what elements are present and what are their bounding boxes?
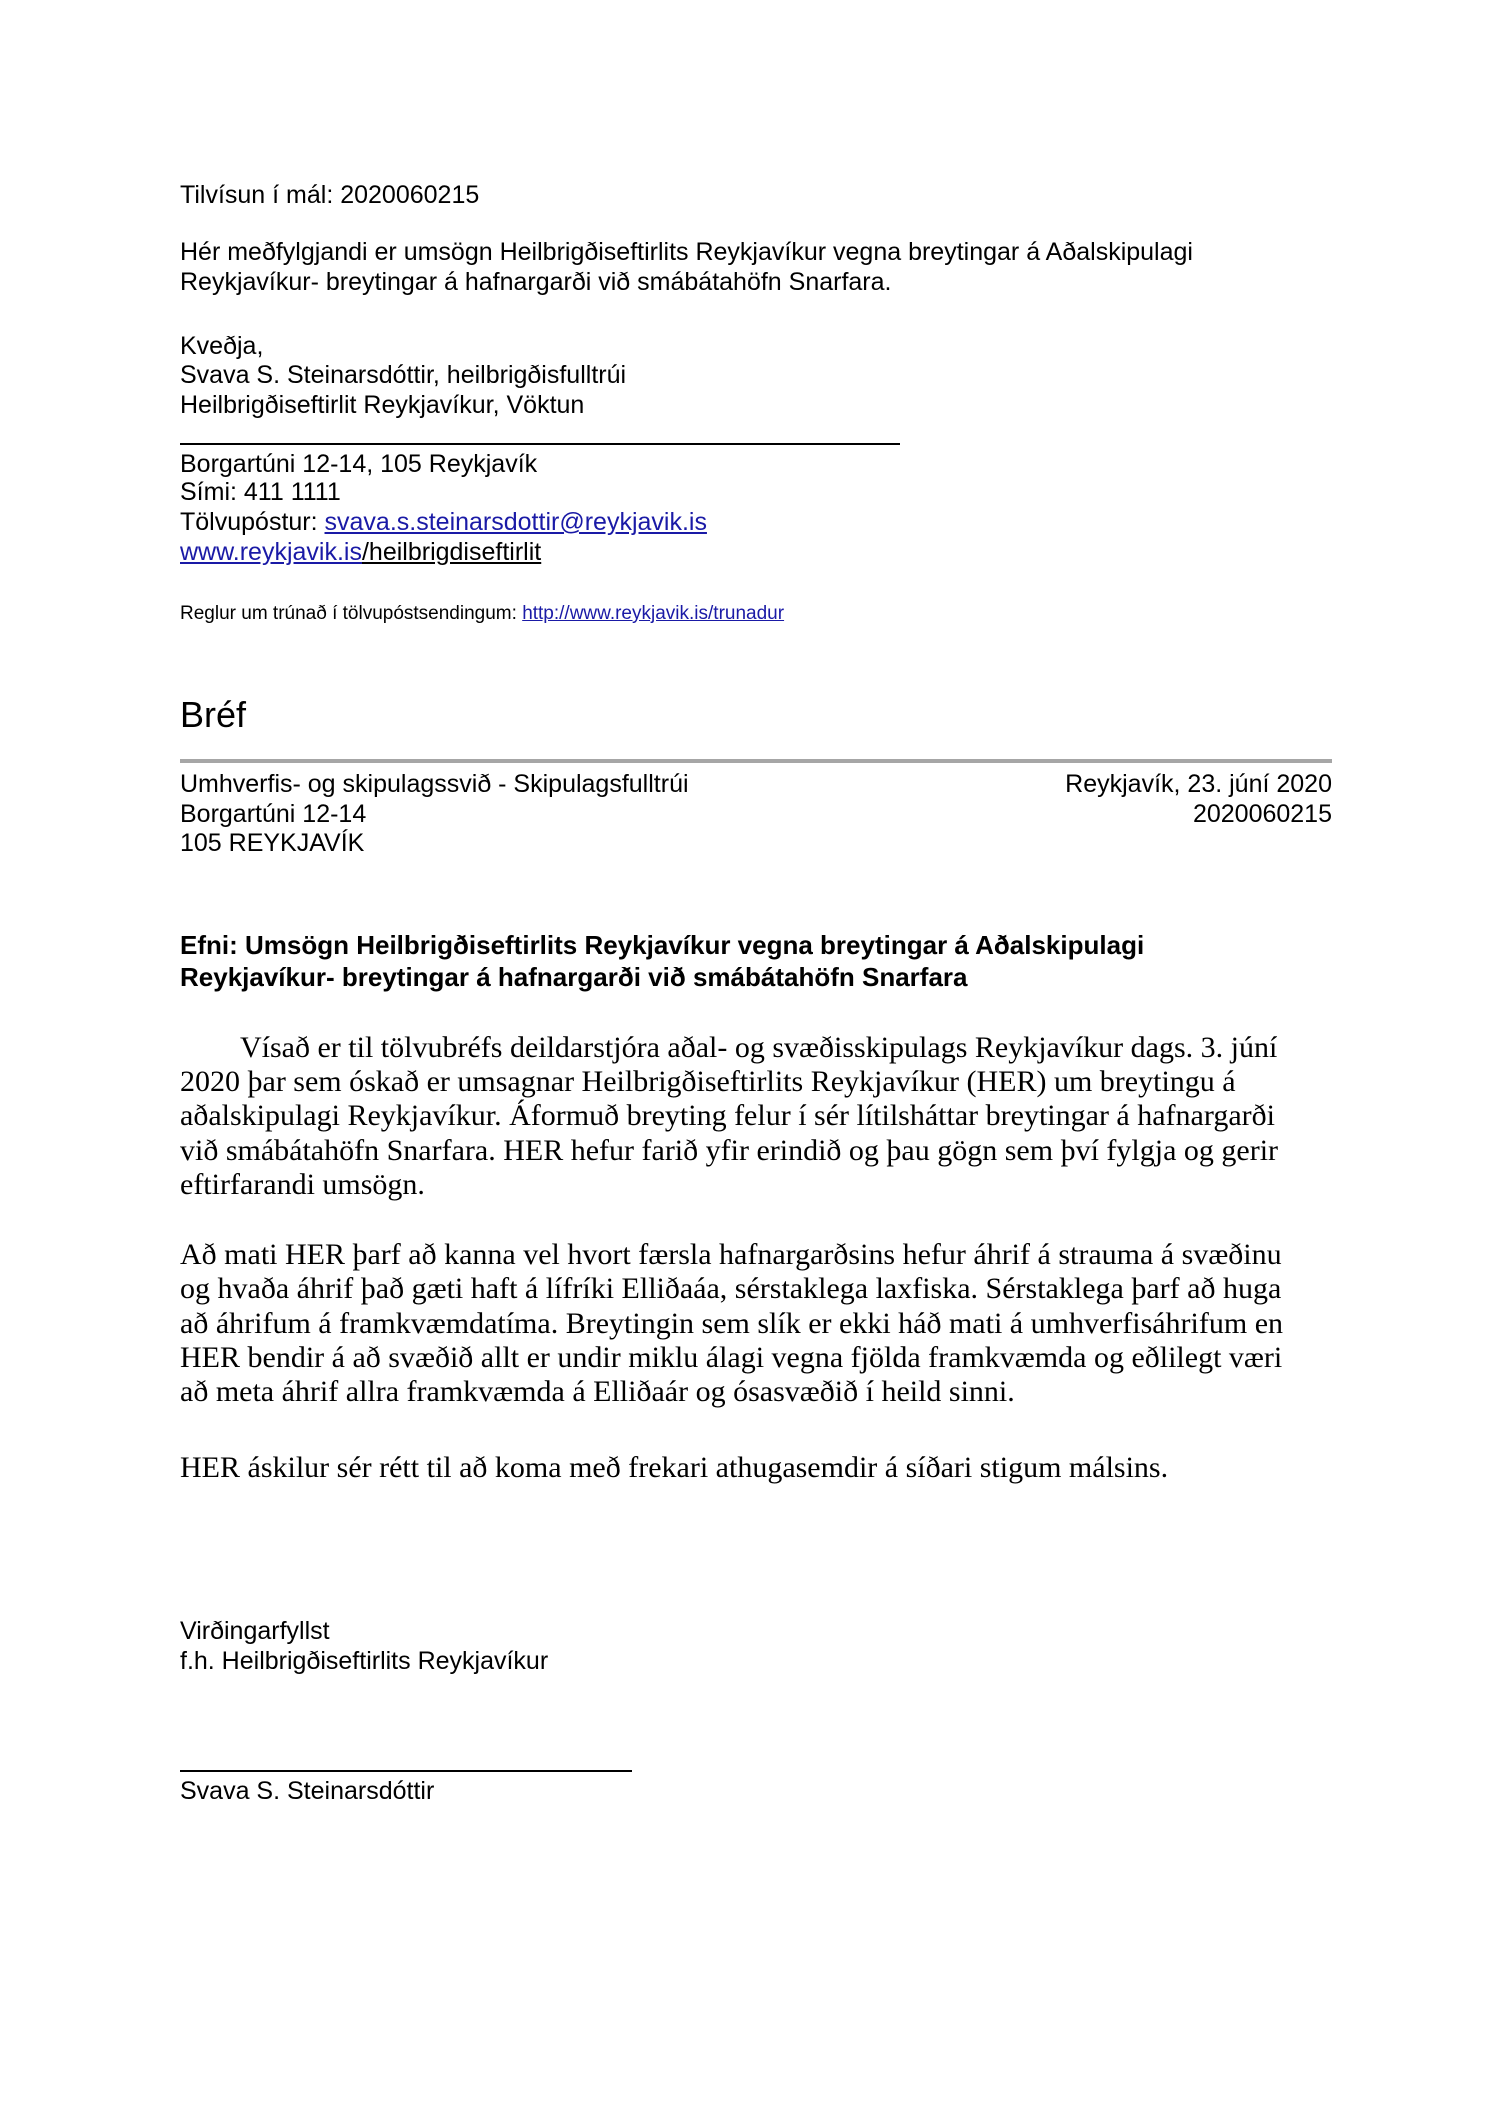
web-line (180, 537, 541, 567)
signature-line (180, 1770, 632, 1772)
on-behalf: f.h. Heilbrigðiseftirlits Reykjavíkur (180, 1647, 549, 1675)
body-line: aðalskipulagi Reykjavíkur. Áformuð breyting felur í sér lítilsháttar breytingar á hafnargarði (180, 1099, 1275, 1132)
recipient-line: 105 REYKJAVÍK (180, 829, 365, 857)
body-line: 2020 þar sem óskað er umsagnar Heilbrigðiseftirlits Reykjavíkur (HER) um breytingu á (180, 1065, 1236, 1098)
signature-name: Svava S. Steinarsdóttir (180, 1777, 435, 1805)
intro-line: Hér meðfylgjandi er umsögn Heilbrigðiseftirlits Reykjavíkur vegna breytingar á Aðalskipulagi (180, 238, 1193, 266)
signer: Svava S. Steinarsdóttir, heilbrigðisfulltrúi (180, 361, 627, 389)
letter-heading: Bréf (180, 694, 247, 735)
body-line: og hvaða áhrif það gæti haft á lífríki Elliðaáa, sérstaklega laxfiska. Sérstaklega þarf að huga (180, 1272, 1282, 1305)
body-line: að áhrifum á framkvæmdatíma. Breytingin sem slík er ekki háð mati á umhverfisáhrifum en (180, 1307, 1284, 1340)
body-line: við smábátahöfn Snarfara. HER hefur farið yfir erindið og þau gögn sem því fylgja og gerir (180, 1134, 1279, 1167)
email-label: Tölvupóstur: (180, 508, 325, 536)
letter-date: Reykjavík, 23. júní 2020 (1065, 770, 1332, 798)
intro-line: Reykjavíkur- breytingar á hafnargarði við smábátahöfn Snarfara. (180, 268, 892, 296)
body-line: Vísað er til tölvubréfs deildarstjóra aðal- og svæðisskipulags Reykjavíkur dags. 3. júní (240, 1031, 1278, 1064)
recipient-line: Borgartúni 12-14 (180, 800, 367, 828)
web-link[interactable]: www.reykjavik.is (180, 538, 362, 566)
body-line: HER bendir á að svæðið allt er undir miklu álagi vegna fjölda framkvæmda og eðlilegt væri (180, 1341, 1283, 1374)
closing: Virðingarfyllst (180, 1617, 330, 1645)
confidentiality-label: Reglur um trúnað í tölvupóstsendingum: (180, 603, 523, 624)
confidentiality-line (180, 602, 784, 626)
recipient-line: Umhverfis- og skipulagssvið - Skipulagsfulltrúi (180, 770, 689, 798)
subject-line: Efni: Umsögn Heilbrigðiseftirlits Reykjavíkur vegna breytingar á Aðalskipulagi (180, 930, 1145, 960)
body-line: Að mati HER þarf að kanna vel hvort færsla hafnargarðsins hefur áhrif á strauma á svæðinu (180, 1238, 1282, 1271)
case-number: 2020060215 (1192, 800, 1332, 828)
web-path: /heilbrigdiseftirlit (361, 538, 542, 566)
body-line: HER áskilur sér rétt til að koma með frekari athugasemdir á síðari stigum málsins. (180, 1451, 1169, 1484)
email-link[interactable]: svava.s.steinarsdottir@reykjavik.is (324, 508, 707, 536)
greeting: Kveðja, (180, 332, 264, 360)
confidentiality-link[interactable]: http://www.reykjavik.is/trunadur (522, 603, 785, 624)
address: Borgartúni 12-14, 105 Reykjavík (180, 450, 538, 478)
signature-divider (180, 443, 900, 445)
body-line: eftirfarandi umsögn. (180, 1168, 425, 1201)
subject-line: Reykjavíkur- breytingar á hafnargarði við smábátahöfn Snarfara (180, 962, 968, 992)
body-line: að meta áhrif allra framkvæmda á Elliðaár og ósasvæðið í heild sinni. (180, 1375, 1015, 1408)
email-line (180, 507, 707, 537)
department: Heilbrigðiseftirlit Reykjavíkur, Vöktun (180, 391, 585, 419)
heading-divider (180, 759, 1332, 763)
phone: Sími: 411 1111 (180, 478, 341, 506)
reference-line: Tilvísun í mál: 2020060215 (180, 181, 480, 209)
